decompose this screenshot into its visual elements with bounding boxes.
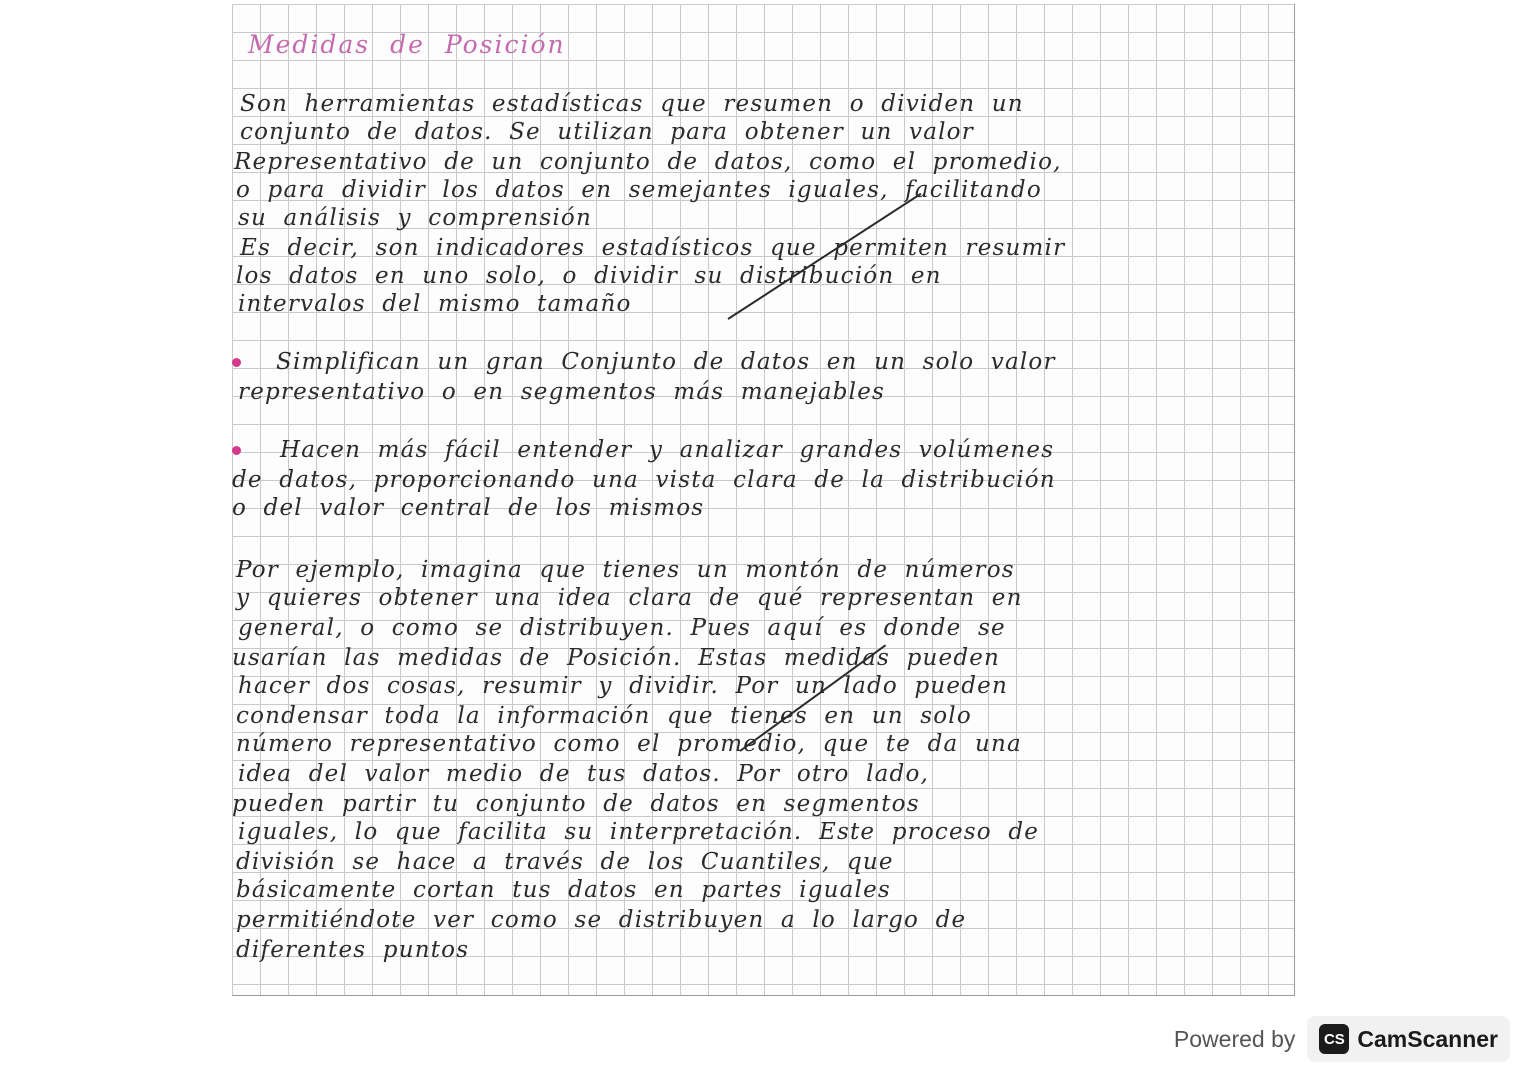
text-line: o para dividir los datos en semejantes iguales, facilitando <box>236 177 1042 203</box>
text-line: Hacen más fácil entender y analizar grandes volúmenes <box>280 437 1055 463</box>
text-line: representativo o en segmentos más manejables <box>238 379 886 405</box>
camscanner-watermark <box>1174 1016 1510 1062</box>
text-line: Representativo de un conjunto de datos, como el promedio, <box>234 149 1062 175</box>
text-line: intervalos del mismo tamaño <box>238 291 632 317</box>
text-line: número representativo como el promedio, que te da una <box>236 731 1022 757</box>
powered-by-label: Powered by <box>1173 1025 1296 1052</box>
text-line: iguales, lo que facilita su interpretación. Este proceso de <box>238 819 1040 845</box>
bullet-dot <box>232 446 241 455</box>
text-line: pueden partir tu conjunto de datos en segmentos <box>232 791 920 817</box>
page-title: Medidas de Posición <box>248 30 566 59</box>
text-line: división se hace a través de los Cuantiles, que <box>236 849 894 875</box>
text-line: o del valor central de los mismos <box>232 495 705 521</box>
text-line: Son herramientas estadísticas que resumen o dividen un <box>240 91 1024 117</box>
text-line: de datos, proporcionando una vista clara de la distribución <box>232 467 1056 493</box>
text-line: básicamente cortan tus datos en partes iguales <box>236 877 891 903</box>
text-line: condensar toda la información que tienes en un solo <box>236 703 972 729</box>
text-line: hacer dos cosas, resumir y dividir. Por un lado pueden <box>238 673 1008 699</box>
text-line: permitiéndote ver como se distribuyen a lo largo de <box>236 907 967 933</box>
text-line: Por ejemplo, imagina que tienes un montón de números <box>236 557 1015 583</box>
text-line: diferentes puntos <box>236 937 470 963</box>
camscanner-badge <box>1307 1016 1510 1062</box>
text-line: usarían las medidas de Posición. Estas medidas pueden <box>232 645 1001 671</box>
text-line: Es decir, son indicadores estadísticos que permiten resumir <box>240 235 1066 261</box>
camscanner-brand: CamScanner <box>1357 1025 1498 1052</box>
text-line: Simplifican un gran Conjunto de datos en un solo valor <box>276 349 1056 375</box>
text-line: los datos en uno solo, o dividir su distribución en <box>236 263 942 289</box>
text-line: idea del valor medio de tus datos. Por otro lado, <box>238 761 930 787</box>
camscanner-logo-icon: CS <box>1319 1024 1349 1054</box>
text-line: conjunto de datos. Se utilizan para obtener un valor <box>240 119 974 145</box>
bullet-dot <box>232 358 241 367</box>
text-line: y quieres obtener una idea clara de qué representan en <box>236 585 1023 611</box>
text-line: su análisis y comprensión <box>238 205 592 231</box>
text-line: general, o como se distribuyen. Pues aquí es donde se <box>238 615 1006 641</box>
